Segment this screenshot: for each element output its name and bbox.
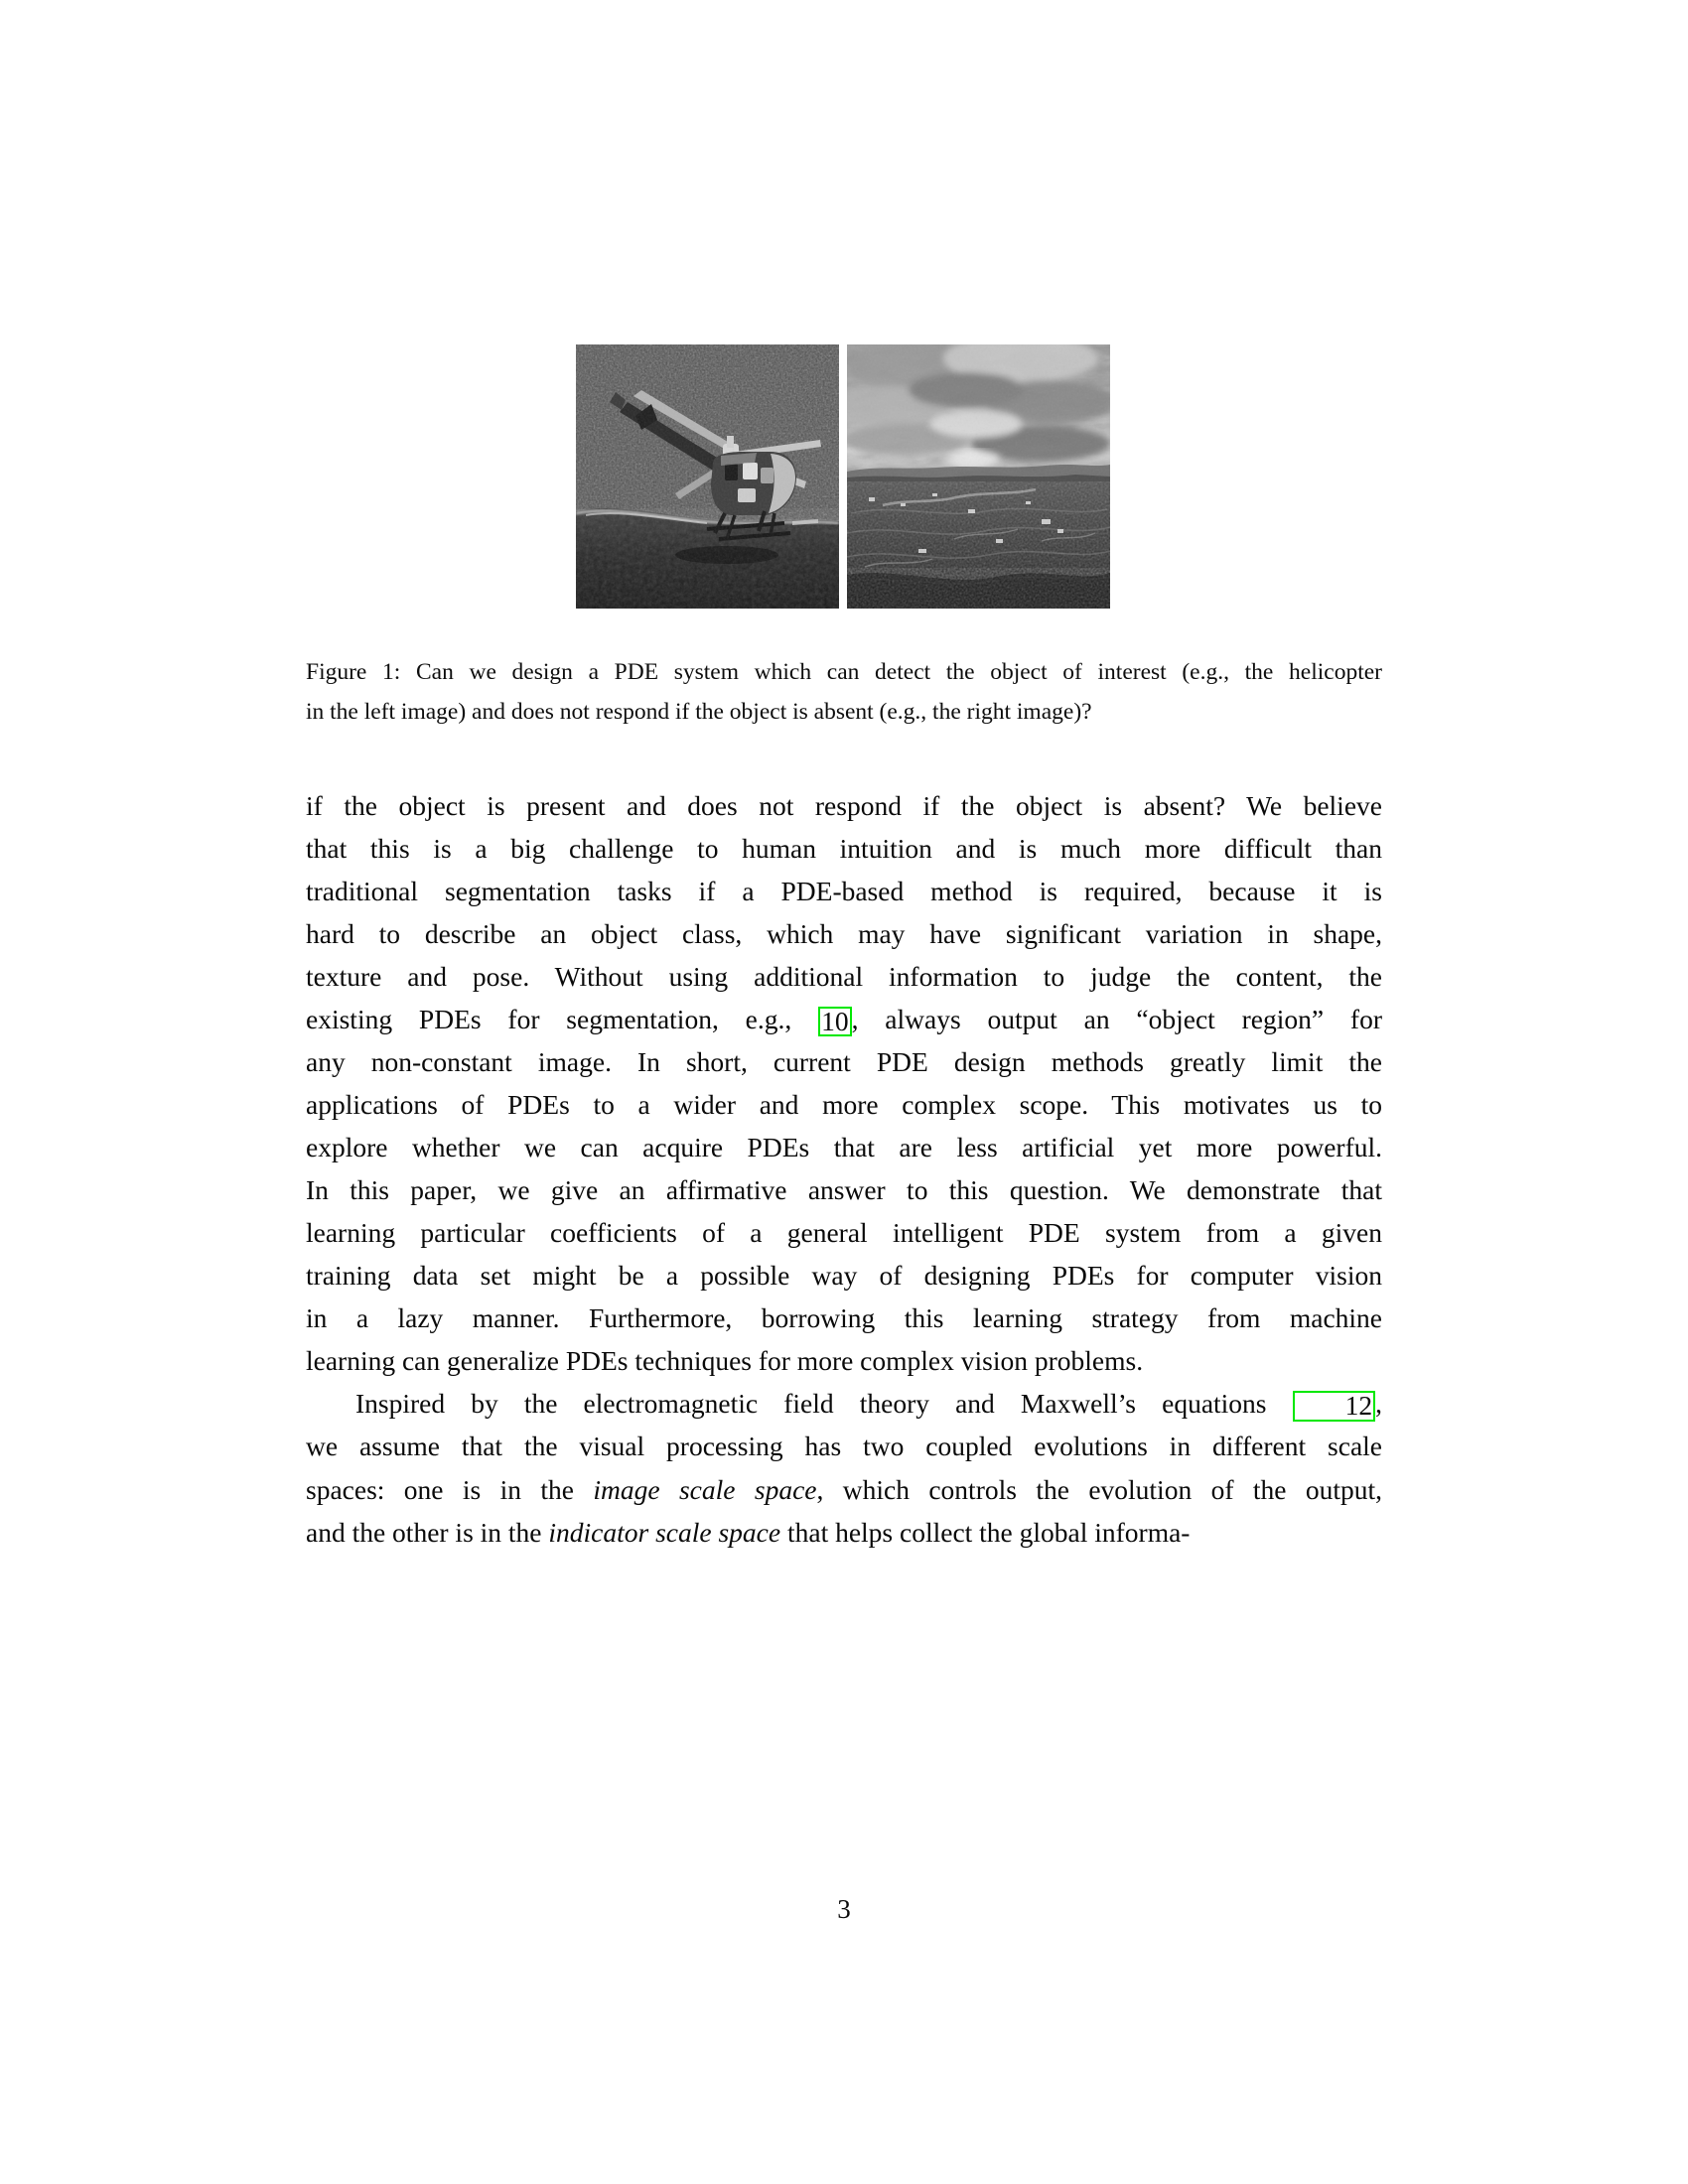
citation-number: 10 <box>821 1006 849 1037</box>
text-segment: , which controls the evolution of the output, <box>816 1473 1383 1505</box>
text-line-with-citation <box>306 1382 1382 1425</box>
paragraph-1 <box>306 784 1382 1382</box>
citation-number: 12 <box>1344 1390 1373 1422</box>
text-line: In this paper, we give an affirmative answer to this question. We demonstrate that <box>306 1174 1382 1206</box>
page-number: 3 <box>837 1894 851 1924</box>
text-line-with-citation <box>306 998 1382 1040</box>
citation-link-12[interactable] <box>1293 1391 1376 1421</box>
helicopter-photo-graphic <box>576 344 839 609</box>
text-segment: , always output an “object region” for <box>851 1004 1382 1035</box>
text-line: explore whether we can acquire PDEs that are less artificial yet more powerful. <box>306 1132 1382 1163</box>
text-line: if the object is present and does not respond if the object is absent? We believe <box>306 790 1382 821</box>
text-line: that this is a big challenge to human intuition and is much more difficult than <box>306 833 1382 865</box>
emphasis-indicator-scale-space: indicator scale space <box>548 1516 781 1548</box>
citation-link-10[interactable] <box>818 1007 852 1036</box>
caption-line: Figure 1: Can we design a PDE system which can detect the object of interest (e.g., the helicopter <box>306 659 1382 685</box>
text-segment: , <box>1375 1388 1382 1420</box>
cloudy-landscape-photo <box>847 344 1110 609</box>
text-line: learning particular coefficients of a general intelligent PDE system from a given <box>306 1217 1382 1249</box>
figure-1 <box>306 344 1380 609</box>
text-line: we assume that the visual processing has two coupled evolutions in different scale <box>306 1431 1382 1462</box>
figure-caption <box>306 652 1382 733</box>
text-segment: existing PDEs for segmentation, e.g., <box>306 1004 819 1035</box>
body-text <box>306 784 1382 1554</box>
text-line: in a lazy manner. Furthermore, borrowing this learning strategy from machine <box>306 1302 1382 1334</box>
landscape-photo-graphic <box>847 344 1110 609</box>
text-line-with-emphasis <box>306 1511 1382 1554</box>
emphasis-image-scale-space: image scale space <box>593 1473 817 1505</box>
text-line: texture and pose. Without using additional information to judge the content, the <box>306 961 1382 993</box>
text-line: applications of PDEs to a wider and more complex scope. This motivates us to <box>306 1089 1382 1121</box>
paragraph-2 <box>306 1382 1382 1553</box>
text-line-with-emphasis <box>306 1468 1382 1511</box>
helicopter-over-water-photo <box>576 344 839 609</box>
text-segment: that helps collect the global informa- <box>780 1516 1191 1548</box>
text-segment: and the other is in the <box>306 1516 549 1548</box>
text-line: learning can generalize PDEs techniques for more complex vision problems. <box>306 1345 1144 1377</box>
text-segment: spaces: one is in the <box>306 1473 594 1505</box>
text-line: hard to describe an object class, which may have significant variation in shape, <box>306 918 1382 950</box>
caption-line: in the left image) and does not respond if the object is absent (e.g., the right image)? <box>306 699 1092 726</box>
figure-image-row <box>306 344 1380 609</box>
text-line: training data set might be a possible way of designing PDEs for computer vision <box>306 1260 1382 1292</box>
text-segment: Inspired by the electromagnetic field theory and Maxwell’s equations <box>355 1388 1293 1420</box>
text-line: traditional segmentation tasks if a PDE-based method is required, because it is <box>306 876 1382 907</box>
text-line: any non-constant image. In short, current PDE design methods greatly limit the <box>306 1046 1382 1078</box>
